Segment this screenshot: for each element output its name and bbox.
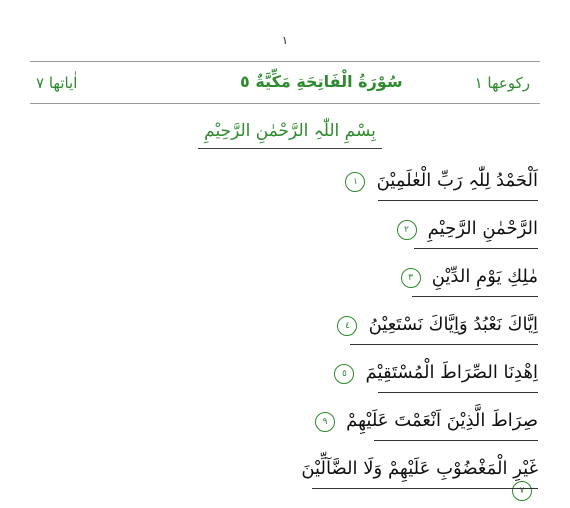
verse-text: صِرَاطَ الَّذِیْنَ اَنْعَمْتَ عَلَیْھِمْ [346, 410, 538, 431]
verse-3 [278, 252, 538, 300]
ayah-marker-icon: ٣ [401, 268, 421, 288]
verse-underline [378, 392, 538, 393]
verse-text: اَلْحَمْدُ لِلّٰہِ رَبِّ الْعٰلَمِیْنَ [376, 170, 538, 191]
ayah-marker-icon: ۹ [315, 412, 335, 432]
header-rule-top [30, 61, 540, 62]
surah-title: سُوْرَةُ الْفَاتِحَةِ مَكِّيَّةٌ ٥ [240, 72, 403, 91]
verse-underline [414, 248, 538, 249]
ayah-marker-icon: ١ [345, 172, 365, 192]
verse-underline [350, 344, 538, 345]
verse-list [278, 156, 538, 496]
verse-underline [374, 440, 538, 441]
verse-underline [312, 488, 538, 489]
page-number: ١ [282, 34, 288, 47]
verse-text: اِھْدِنَا الصِّرَاطَ الْمُسْتَقِیْمَ [365, 362, 538, 383]
surah-header [30, 70, 540, 102]
ayah-marker-icon: ٤ [337, 316, 357, 336]
bismillah-underline [198, 148, 382, 149]
verse-2 [278, 204, 538, 252]
verse-text: اِیَّاكَ نَعْبُدُ وَاِیَّاكَ نَسْتَعِیْنُ [368, 314, 538, 335]
verse-text: مٰلِكِ یَوْمِ الدِّیْنِ [431, 266, 538, 287]
ayah-marker-icon: ٧ [512, 481, 532, 501]
bismillah: بِسْمِ اللّٰہِ الرَّحْمٰنِ الرَّحِیْمِ [204, 121, 376, 141]
ayah-marker-icon: ٢ [397, 220, 417, 240]
verse-7 [278, 444, 538, 496]
verse-5 [278, 348, 538, 396]
verse-underline [378, 200, 538, 201]
verse-text: الرَّحْمٰنِ الرَّحِیْمِ [427, 218, 538, 239]
verse-text: غَیْرِ الْمَغْضُوْبِ عَلَیْھِمْ وَلَا الضَّآلِّیْنَ [301, 458, 538, 479]
header-rule-bottom [30, 103, 540, 104]
ayat-count: اٰیاتھا ٧ [36, 74, 78, 92]
verse-underline [412, 296, 538, 297]
verse-6 [278, 396, 538, 444]
ruku-count: رکوعھا ١ [474, 74, 530, 92]
verse-4 [278, 300, 538, 348]
ayah-marker-icon: ٥ [334, 364, 354, 384]
verse-1 [278, 156, 538, 204]
